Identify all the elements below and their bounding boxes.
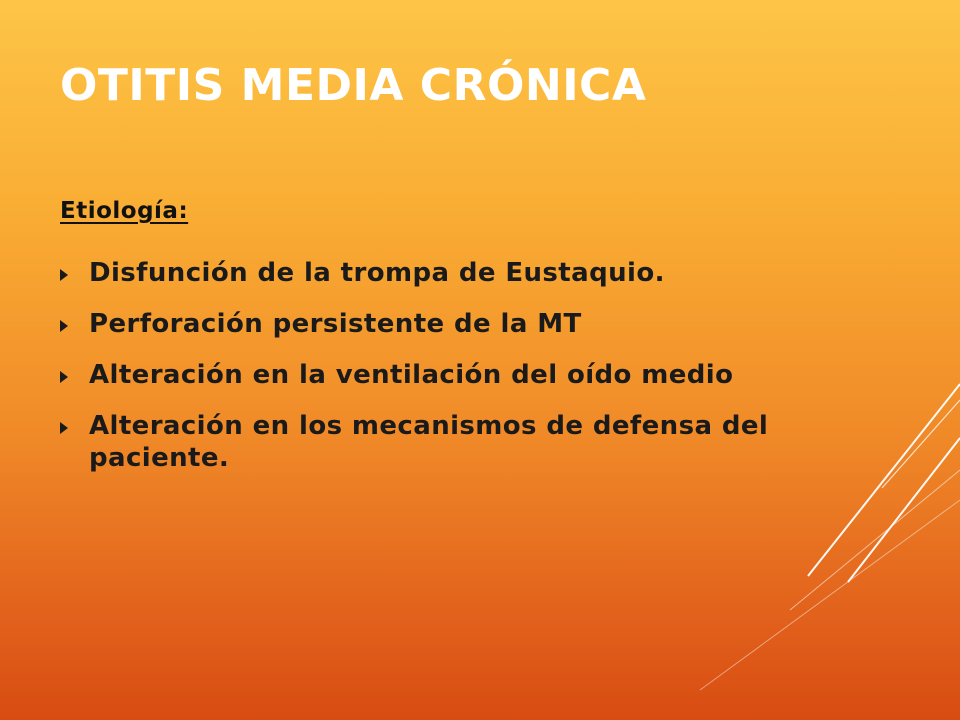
bullet-item — [60, 309, 780, 341]
bullet-text: Alteración en la ventilación del oído medio — [89, 359, 734, 390]
bullet-list — [60, 258, 780, 494]
bullet-arrow-icon — [60, 320, 68, 332]
bullet-item — [60, 258, 780, 290]
bullet-text: Disfunción de la trompa de Eustaquio. — [89, 258, 665, 288]
bullet-item — [60, 411, 780, 475]
bullet-text: Alteración en los mecanismos de defensa del paciente. — [89, 410, 769, 473]
bullet-text: Perforación persistente de la MT — [89, 308, 582, 339]
bullet-arrow-icon — [60, 371, 68, 383]
bullet-arrow-icon — [60, 269, 68, 281]
bullet-item — [60, 360, 780, 392]
etiology-heading: Etiología: — [60, 198, 189, 224]
bullet-arrow-icon — [60, 422, 68, 434]
slide-title: OTITIS MEDIA CRÓNICA — [60, 60, 647, 111]
